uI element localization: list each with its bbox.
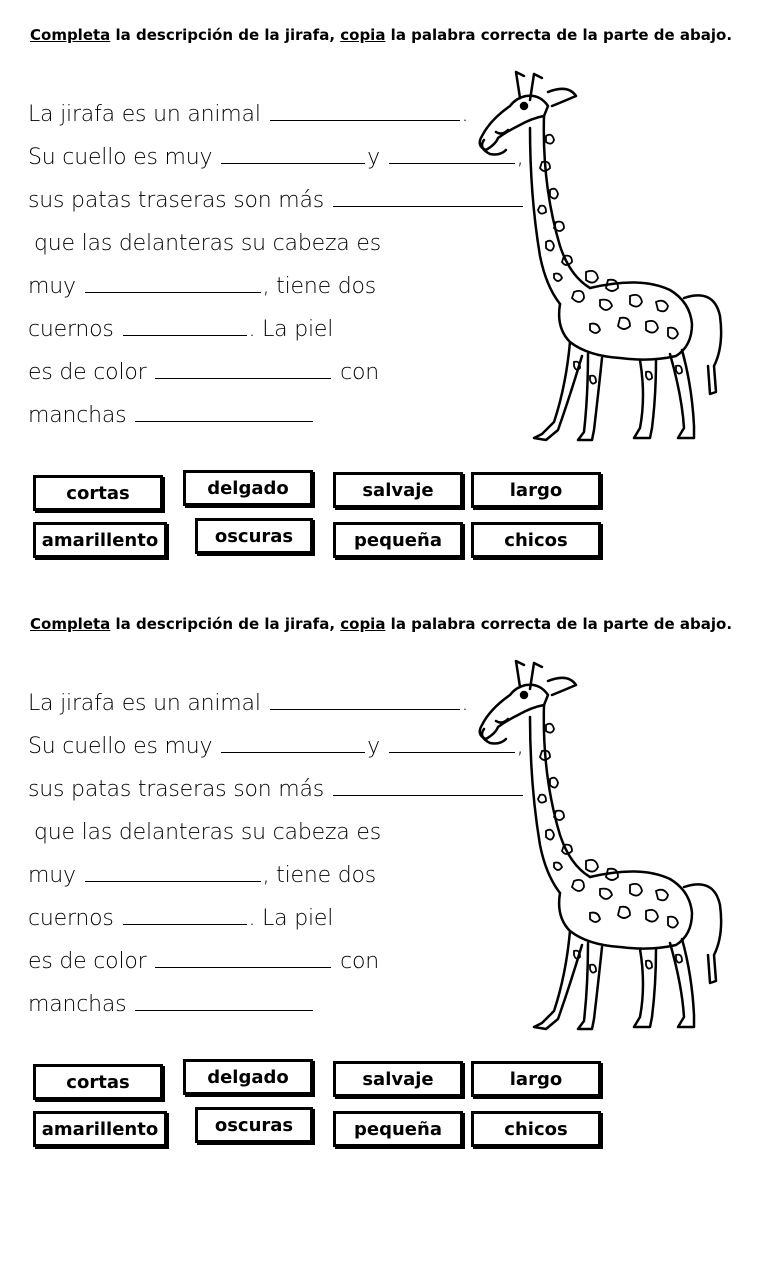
word-box-chicos[interactable]: chicos: [471, 522, 601, 558]
instruction: [30, 26, 732, 44]
blank-1[interactable]: [270, 118, 460, 121]
word-box-salvaje[interactable]: salvaje: [333, 1061, 463, 1097]
blank-7[interactable]: [155, 376, 331, 379]
word-box-amarillento[interactable]: amarillento: [33, 1111, 167, 1147]
word-box-amarillento[interactable]: amarillento: [33, 522, 167, 558]
word-box-pequena[interactable]: pequeña: [333, 1111, 463, 1147]
blank-7[interactable]: [155, 965, 331, 968]
instruction-copia: copia: [340, 26, 386, 44]
blank-8[interactable]: [135, 419, 313, 422]
blank-8[interactable]: [135, 1008, 313, 1011]
line-6: cuernos . La piel: [28, 906, 334, 931]
line-8: manchas: [28, 403, 315, 428]
giraffe-illustration: [470, 655, 730, 1040]
line-3: sus patas traseras son más: [28, 777, 525, 802]
worksheet-1: [0, 0, 768, 589]
word-box-chicos[interactable]: chicos: [471, 1111, 601, 1147]
line-7: es de color con: [28, 360, 379, 385]
line-1: La jirafa es un animal .: [28, 102, 469, 127]
blank-2[interactable]: [221, 750, 365, 753]
blank-6[interactable]: [123, 333, 247, 336]
instruction-copia: copia: [340, 615, 386, 633]
instruction-text-a: la descripción de la jirafa,: [110, 615, 341, 633]
instruction-completa: Completa: [30, 26, 111, 44]
line-4: que las delanteras su cabeza es: [34, 820, 381, 845]
line-3: sus patas traseras son más: [28, 188, 525, 213]
line-7: es de color con: [28, 949, 379, 974]
blank-6[interactable]: [123, 922, 247, 925]
word-box-delgado[interactable]: delgado: [183, 1059, 313, 1095]
blank-1[interactable]: [270, 707, 460, 710]
instruction: [30, 615, 732, 633]
blank-5[interactable]: [85, 290, 261, 293]
word-box-oscuras[interactable]: oscuras: [195, 1107, 313, 1143]
line-5: muy , tiene dos: [28, 863, 377, 888]
instruction-text-b: la palabra correcta de la parte de abajo.: [385, 26, 733, 44]
word-box-salvaje[interactable]: salvaje: [333, 472, 463, 508]
word-box-oscuras[interactable]: oscuras: [195, 518, 313, 554]
word-box-largo[interactable]: largo: [471, 1061, 601, 1097]
instruction-completa: Completa: [30, 615, 111, 633]
blank-5[interactable]: [85, 879, 261, 882]
line-8: manchas: [28, 992, 315, 1017]
giraffe-illustration: [470, 66, 730, 451]
word-box-largo[interactable]: largo: [471, 472, 601, 508]
line-1: La jirafa es un animal .: [28, 691, 469, 716]
word-box-cortas[interactable]: cortas: [33, 1064, 163, 1100]
instruction-text-a: la descripción de la jirafa,: [110, 26, 341, 44]
line-2: Su cuello es muy y ,: [28, 145, 524, 170]
line-6: cuernos . La piel: [28, 317, 334, 342]
instruction-text-b: la palabra correcta de la parte de abajo.: [385, 615, 733, 633]
word-box-pequena[interactable]: pequeña: [333, 522, 463, 558]
line-5: muy , tiene dos: [28, 274, 377, 299]
worksheet-2: [0, 589, 768, 1178]
word-box-cortas[interactable]: cortas: [33, 475, 163, 511]
word-box-delgado[interactable]: delgado: [183, 470, 313, 506]
blank-2[interactable]: [221, 161, 365, 164]
line-4: que las delanteras su cabeza es: [34, 231, 381, 256]
line-2: Su cuello es muy y ,: [28, 734, 524, 759]
